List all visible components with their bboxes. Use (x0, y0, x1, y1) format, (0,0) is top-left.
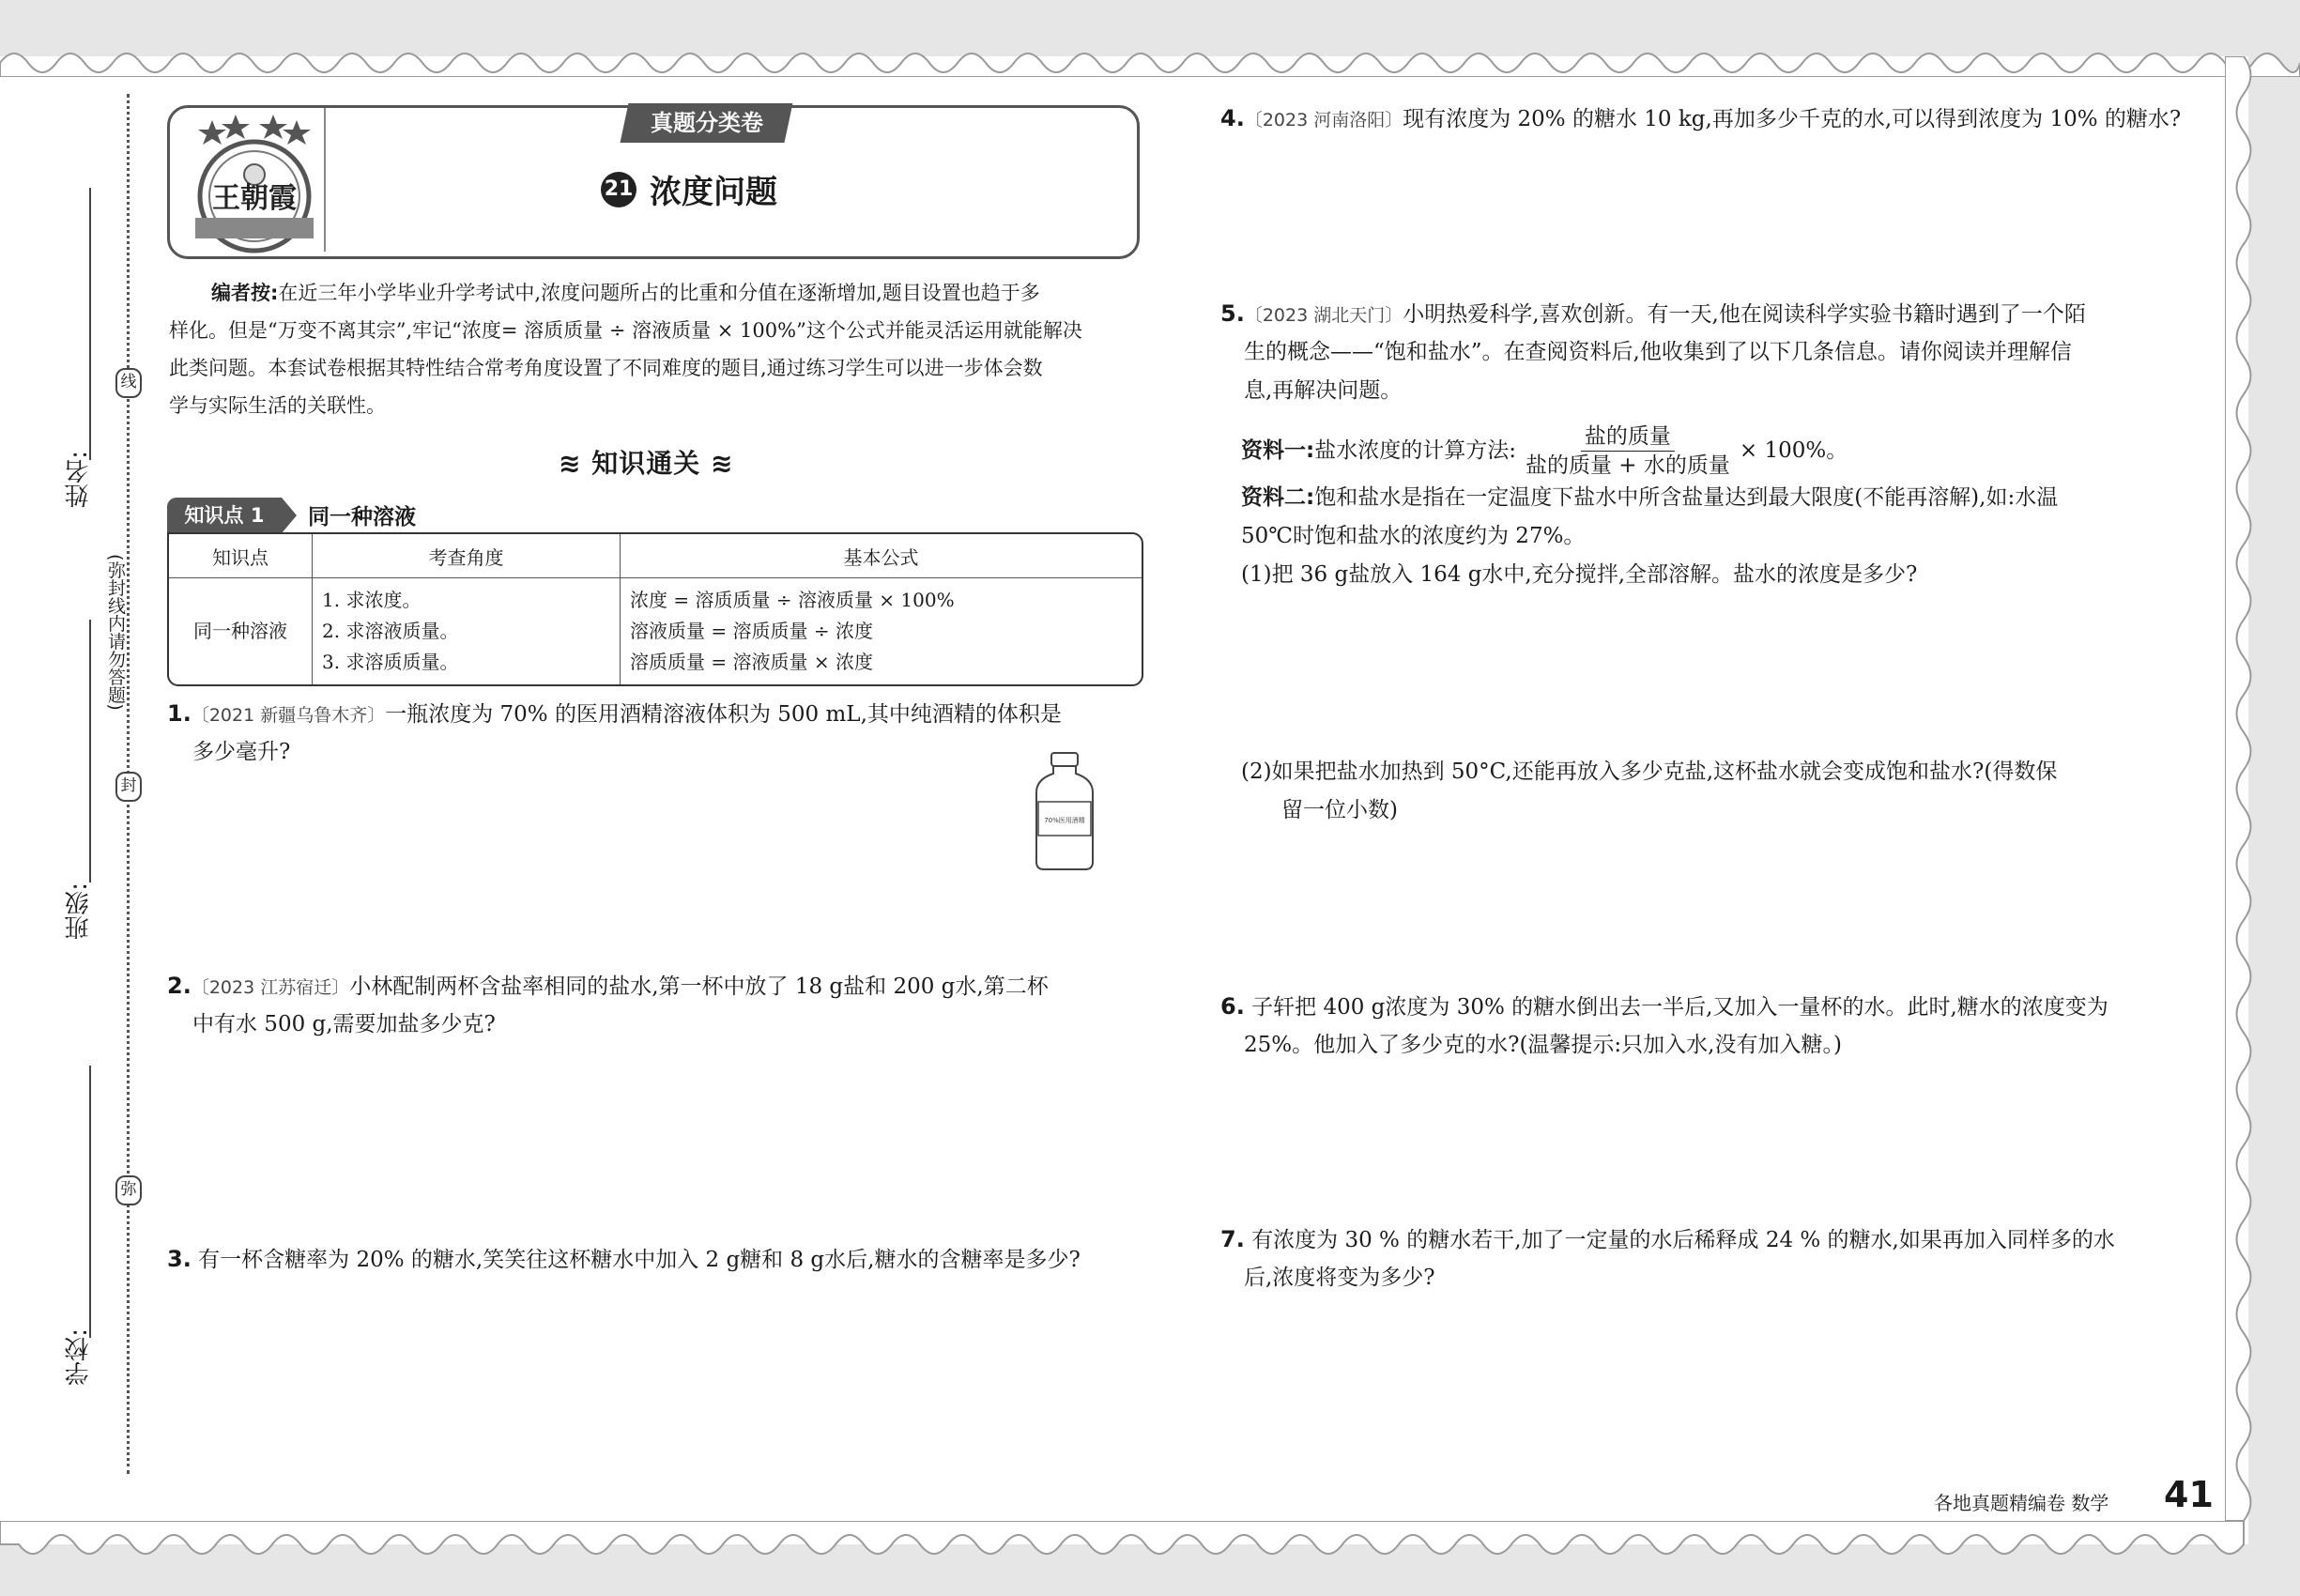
editor-note-line-4: 学与实际生活的关联性。 (169, 394, 386, 417)
logo-divider (324, 108, 326, 252)
question-5-sub-2: (2)如果把盐水加热到 50°C,还能再放入多少克盐,这杯盐水就会变成饱和盐水?(得数保 (1241, 760, 2058, 784)
alcohol-bottle-illustration (1033, 751, 1096, 873)
question-5-sub-2-line-2: 留一位小数) (1281, 798, 1398, 822)
school-write-line[interactable] (89, 1066, 91, 1338)
question-3: 3. 有一杯含糖率为 20% 的糖水,笑笑往这杯糖水中加入 2 g糖和 8 g水后,糖水的含糖率是多少? (167, 1246, 1081, 1272)
question-7-line-2: 后,浓度将变为多少? (1244, 1266, 1435, 1290)
svg-text:70%医用酒精: 70%医用酒精 (1044, 817, 1085, 824)
table-cell-angles: 1. 求浓度。 2. 求溶液质量。 3. 求溶质质量。 (313, 578, 621, 685)
table-header-point: 知识点 (169, 534, 313, 578)
wavy-bottom-edge (0, 1521, 2300, 1577)
knowledge-table (167, 532, 1143, 686)
table-row (169, 578, 1142, 685)
question-5-line-3: 息,再解决问题。 (1244, 378, 1403, 403)
knowledge-point-tag: 知识点 1 (167, 498, 282, 533)
name-label: 姓名: (65, 451, 93, 508)
question-2: 2.〔2023 江苏宿迁〕小林配制两杯含盐率相同的盐水,第一杯中放了 18 g盐和 200 g水,第二杯 (167, 973, 1049, 999)
wavy-top-edge (0, 39, 2300, 77)
question-5-info-1: 资料一: 盐水浓度的计算方法: $\frac{\text{盐的质量}}{\text{盐的质量 + 水的质量}}$ × 100%。 (1241, 424, 1848, 478)
title-text: 浓度问题 (650, 174, 777, 211)
brand-logo-seal (184, 107, 325, 253)
question-5-sub-1: (1)把 36 g盐放入 164 g水中,充分搅拌,全部溶解。盐水的浓度是多少? (1241, 562, 1918, 587)
footer-book-title: 各地真题精编卷 数学 (1934, 1492, 2109, 1514)
page-number: 41 (2164, 1474, 2214, 1515)
class-label: 班级: (65, 882, 93, 940)
svg-text:王朝霞: 王朝霞 (212, 182, 297, 215)
binding-note: (弥封线内请勿答题) (105, 554, 126, 711)
question-5-info-2: 资料二:饱和盐水是指在一定温度下盐水中所含盐量达到最大限度(不能再溶解),如:水温 (1241, 485, 2059, 510)
question-6: 6. 子轩把 400 g浓度为 30% 的糖水倒出去一半后,又加入一量杯的水。此时,糖水的浓度变为 (1220, 993, 2108, 1020)
question-5: 5.〔2023 湖北天门〕小明热爱科学,喜欢创新。有一天,他在阅读科学实验书籍时遇到了一个陌 (1220, 300, 2086, 327)
binding-mark-close: 弥 (115, 1175, 142, 1205)
binding-mark-seal: 封 (115, 772, 142, 802)
question-2-line-2: 中有水 500 g,需要加盐多少克? (192, 1012, 496, 1036)
editor-note-line-2: 样化。但是“万变不离其宗”,牢记“浓度= 溶质质量 ÷ 溶液质量 × 100%”这个公式并能灵活运用就能解决 (169, 319, 1082, 342)
question-4: 4.〔2023 河南洛阳〕现有浓度为 20% 的糖水 10 kg,再加多少千克的水,可以得到浓度为 10% 的糖水? (1220, 105, 2182, 131)
title-number-badge: 21 (601, 172, 636, 207)
question-5-info-2-line-2: 50℃时饱和盐水的浓度约为 27%。 (1241, 524, 1586, 548)
name-write-line[interactable] (89, 188, 91, 460)
question-5-line-2: 生的概念——“饱和盐水”。在查阅资料后,他收集到了以下几条信息。请你阅读并理解信 (1244, 340, 2072, 364)
editor-note-line-1: 编者按:在近三年小学毕业升学考试中,浓度问题所占的比重和分值在逐渐增加,题目设置也趋于多 (211, 282, 1040, 304)
editor-note-label: 编者按: (211, 282, 279, 304)
page-title (601, 166, 777, 212)
table-header-angle: 考查角度 (313, 534, 621, 578)
table-cell-formulas: 浓度 = 溶质质量 ÷ 溶液质量 × 100% 溶液质量 = 溶质质量 ÷ 浓度 溶质质量 = 溶液质量 × 浓度 (621, 578, 1142, 685)
editor-note-line-3: 此类问题。本套试卷根据其特性结合常考角度设置了不同难度的题目,通过练习学生可以进一步体会数 (169, 357, 1043, 379)
salt-concentration-fraction: $\frac{\text{盐的质量}}{\text{盐的质量 + 水的质量}}$ (1525, 424, 1730, 478)
question-6-line-2: 25%。他加入了多少克的水?(温馨提示:只加入水,没有加入糖。) (1244, 1033, 1842, 1057)
knowledge-point-title: 同一种溶液 (308, 505, 416, 529)
question-1: 1.〔2021 新疆乌鲁木齐〕一瓶浓度为 70% 的医用酒精溶液体积为 500 mL,其中纯酒精的体积是 (167, 700, 1062, 727)
question-1-line-2: 多少毫升? (192, 740, 291, 764)
wavy-right-edge (2225, 56, 2300, 1596)
table-header-formula: 基本公式 (621, 534, 1142, 578)
table-cell-point: 同一种溶液 (169, 578, 313, 685)
series-tab: 真题分类卷 (621, 103, 793, 143)
class-write-line[interactable] (89, 620, 91, 882)
school-label: 学校: (65, 1328, 93, 1386)
section-title: ≋ 知识通关 ≋ (559, 448, 734, 479)
binding-mark-line: 线 (115, 368, 142, 398)
question-7: 7. 有浓度为 30 % 的糖水若干,加了一定量的水后稀释成 24 % 的糖水,如果再加入同样多的水 (1220, 1226, 2115, 1252)
